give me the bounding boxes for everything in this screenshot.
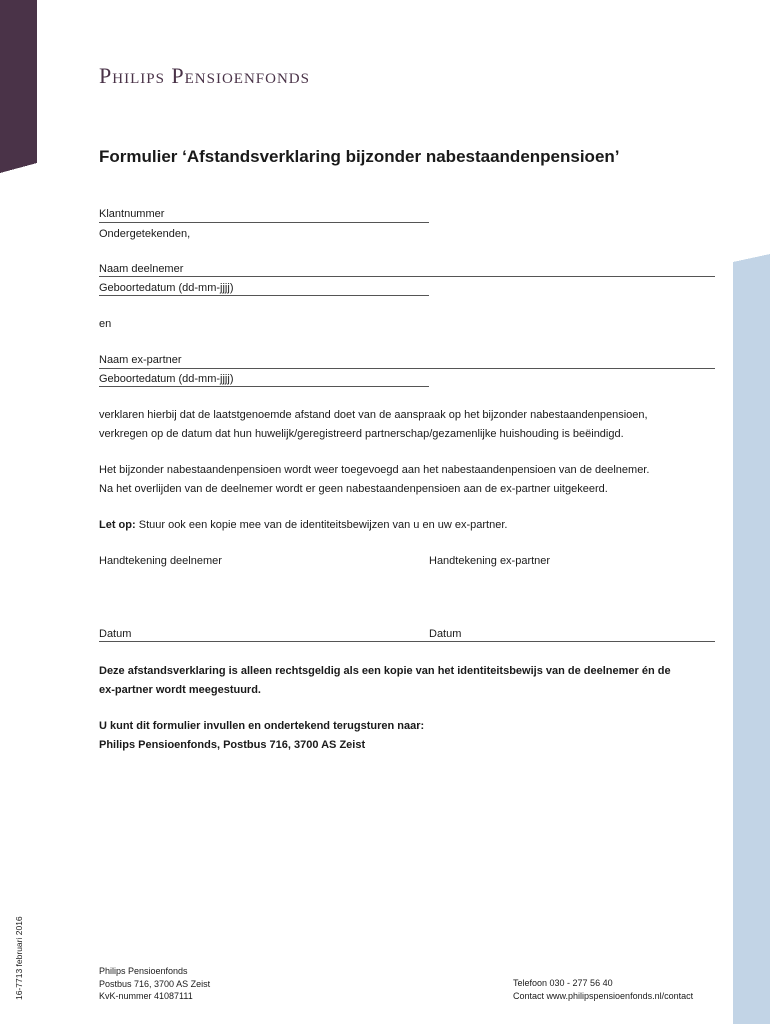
validity-note	[99, 662, 719, 700]
document-code: 16-7713 februari 2016	[14, 916, 24, 1000]
geboortedatum-expartner-label: Geboortedatum (dd-mm-jjjj)	[99, 373, 234, 385]
footer-org: Philips Pensioenfonds	[99, 966, 188, 976]
return-line-1: U kunt dit formulier invullen en ondertekend terugsturen naar:	[99, 720, 425, 732]
validity-line-1: Deze afstandsverklaring is alleen rechtsgeldig als een kopie van het identiteitsbewijs van de deelnemer én de	[99, 665, 671, 677]
letop-label: Let op:	[99, 519, 136, 531]
ondergetekenden-label: Ondergetekenden,	[99, 228, 191, 240]
en-label: en	[99, 318, 112, 330]
info-line-2: Na het overlijden van de deelnemer wordt er geen nabestaandenpensioen aan de ex-partner uitgekeerd.	[99, 483, 608, 495]
return-line-2: Philips Pensioenfonds, Postbus 716, 3700 AS Zeist	[99, 739, 366, 751]
declaration-line-1: verklaren hierbij dat de laatstgenoemde afstand doet van de aanspraak op het bijzonder nabestaandenpensioen,	[99, 409, 648, 421]
declaration-line-2: verkregen op de datum dat hun huwelijk/geregistreerd partnerschap/gezamenlijke huishouding is beëindigd.	[99, 428, 624, 440]
info-paragraph	[99, 461, 719, 499]
letop-paragraph	[99, 516, 719, 535]
geboortedatum-deelnemer-field[interactable]	[99, 295, 429, 296]
footer-phone: Telefoon 030 - 277 56 40	[513, 978, 613, 988]
form-title: Formulier ‘Afstandsverklaring bijzonder nabestaandenpensioen’	[99, 147, 620, 166]
info-line-1: Het bijzonder nabestaandenpensioen wordt weer toegevoegd aan het nabestaandenpensioen van de deelnemer.	[99, 464, 650, 476]
naam-deelnemer-field[interactable]	[99, 276, 715, 277]
naam-expartner-label: Naam ex-partner	[99, 354, 182, 366]
datum-right-label: Datum	[429, 628, 462, 640]
side-color-band	[733, 262, 770, 1024]
klantnummer-field[interactable]	[99, 222, 429, 223]
validity-line-2: ex-partner wordt meegestuurd.	[99, 684, 261, 696]
klantnummer-label: Klantnummer	[99, 208, 165, 220]
declaration-paragraph	[99, 406, 719, 444]
signature-expartner-area[interactable]	[429, 572, 715, 622]
letop-text: Stuur ook een kopie mee van de identiteitsbewijzen van u en uw ex-partner.	[135, 519, 508, 531]
naam-deelnemer-label: Naam deelnemer	[99, 263, 184, 275]
footer-right	[513, 977, 693, 1002]
datum-left-label: Datum	[99, 628, 132, 640]
geboortedatum-expartner-field[interactable]	[99, 386, 429, 387]
brand-logo: Philips Pensioenfonds	[99, 63, 310, 88]
brand-color-bar	[0, 0, 37, 163]
footer-left	[99, 965, 210, 1003]
return-address-note	[99, 717, 719, 755]
signature-deelnemer-area[interactable]	[99, 572, 419, 622]
handtekening-expartner-label: Handtekening ex-partner	[429, 555, 551, 567]
footer-address: Postbus 716, 3700 AS Zeist	[99, 978, 211, 989]
handtekening-deelnemer-label: Handtekening deelnemer	[99, 555, 222, 567]
datum-field-line[interactable]	[99, 641, 715, 642]
footer-kvk: KvK-nummer 41087111	[99, 991, 193, 1001]
geboortedatum-deelnemer-label: Geboortedatum (dd-mm-jjjj)	[99, 282, 234, 294]
footer-contact[interactable]: Contact www.philipspensioenfonds.nl/contact	[513, 990, 694, 1001]
naam-expartner-field[interactable]	[99, 368, 715, 369]
